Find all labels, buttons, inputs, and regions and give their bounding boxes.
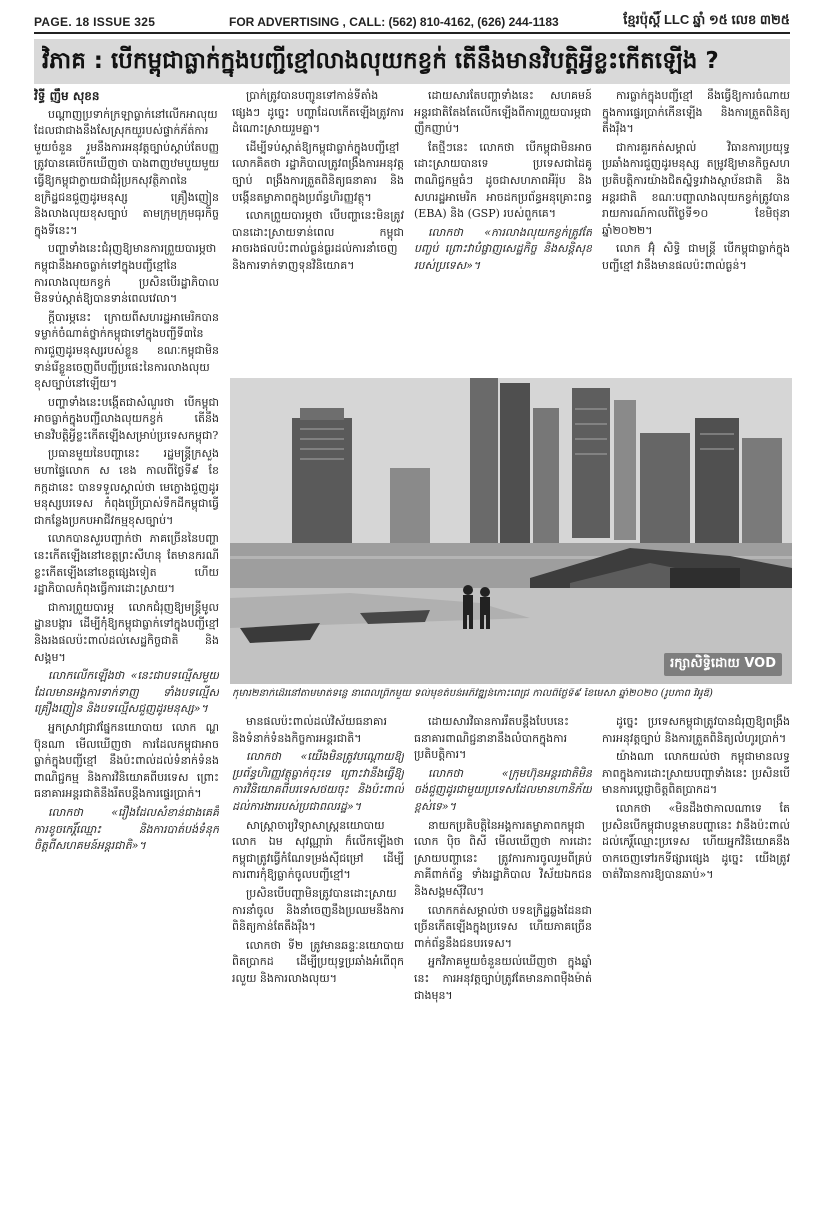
article-title: វិភាគ : បើកម្ពុជាធ្លាក់ក្នុងបញ្ជីខ្មៅលាងលុយកខ្វក់ តើនឹងមានវិបត្តិអ្វីខ្លះកើតឡើង ? [42,48,719,74]
paragraph: បញ្ហាទាំងនេះបង្កើតជាសំណួរថា បើកម្ពុជាអាចធ្លាក់ក្នុងបញ្ជីលាងលុយកខ្វក់ តើនឹងមានវិបត្តិអ្វីខ្លះកើតឡើងសម្រាប់ប្រទេសកម្ពុជា? [34,395,219,442]
advertising-contact: FOR ADVERTISING , CALL: (562) 810-4162, (626) 244-1183 [229,15,559,29]
paragraph: ដោយសារតែបញ្ហាទាំងនេះ សហគមន៍អន្តរជាតិតែងតែលើកឡើងពីការព្រួយបារម្ភជាញឹកញាប់។ [414,89,592,136]
column-2-bottom [232,714,404,1200]
paragraph: ប្រធានមួយនៃបញ្ហានេះ រដ្ឋមន្ត្រីក្រសួងមហាផ្ទៃលោក ស ខេង កាលពីថ្ងៃទី៩ ខែកក្កដានេះ បានទទួលស្គាល់ថា មេក្លោងជួញដូរមនុស្សបរទេស កំពុងប្រើប្រាស់ទឹកដីកម្ពុជាធ្វើជាកន្លែងប្រកបអាជីវកម្មខុសច្បាប់។ [34,447,219,527]
paragraph: លោកថា «មិនដឹងថាកាលណាទេ តែប្រសិនបើកម្ពុជាបន្តមានបញ្ហានេះ វានឹងប៉ះពាល់ដល់កេរ្តិ៍ឈ្មោះប្រទេស ហើយអ្នកវិនិយោគនឹងចាកចេញទៅរកទីផ្សារផ្សេង ដូច្នេះ យើងត្រូវចាត់វិធានការឱ្យបានឆាប់»។ [602,801,790,882]
paragraph: អ្នកស្រាវជ្រាវផ្នែកនយោបាយ លោក ណ្ហ ប៊ុនណា មើលឃើញថា ការដែលកម្ពុជាអាចធ្លាក់ក្នុងបញ្ជីខ្មៅ នឹងប៉ះពាល់ដល់ទំនាក់ទំនងពាណិជ្ជកម្ម និងការវិនិយោគពីបរទេស ព្រោះធនាគារអន្តរជាតិនឹងរឹតបន្តឹងការផ្ទេរប្រាក់។ [34,720,219,801]
column-1 [34,88,219,1198]
column-4-top [602,88,790,374]
paragraph: សាស្ត្រាចារ្យវិទ្យាសាស្ត្រនយោបាយ លោក ឯម សុវណ្ណារ៉ា ក៏លើកឡើងថា កម្ពុជាត្រូវធ្វើកំណែទម្រង់ស៊ីជម្រៅ ដើម្បីការពារកុំឱ្យធ្លាក់ចូលបញ្ជីខ្មៅ។ [232,818,404,882]
paragraph: ប្រសិនបើបញ្ហាមិនត្រូវបានដោះស្រាយ ការនាំចូល និងនាំចេញនឹងប្រឈមនឹងការពិនិត្យកាន់តែតឹងរ៉ឹង។ [232,886,404,934]
paragraph: លោកព្រួយបារម្ភថា បើបញ្ហានេះមិនត្រូវបានដោះស្រាយទាន់ពេល កម្ពុជាអាចរងផលប៉ះពាល់ធ្ងន់ធ្ងរដល់ការនាំចេញ និងការទាក់ទាញទុនវិនិយោគ។ [232,209,404,272]
page-header [34,12,790,34]
paragraph: ជាការគួរកត់សម្គាល់ វិធានការប្រយុទ្ធប្រឆាំងការជួញដូរមនុស្ស តម្រូវឱ្យមានកិច្ចសហប្រតិបត្តិការយ៉ាងជិតស្និទ្ធរវាងស្ថាប័នជាតិ និងអន្តរជាតិ ខណៈបញ្ហាលាងលុយកខ្វក់ត្រូវបានរាយការណ៍កាលពីថ្ងៃទី១០ ខែមិថុនា ឆ្នាំ២០២២។ [602,140,790,237]
paragraph: អ្នកវិភាគមួយចំនួនយល់ឃើញថា ក្នុងឆ្នាំនេះ ការអនុវត្តច្បាប់ត្រូវតែមានភាពម៉ឺងម៉ាត់ជាងមុន។ [414,955,592,1002]
paragraph: ប្រាក់ត្រូវបានបញ្ជូនទៅកាន់ទីតាំងផ្សេងៗ ដូច្នេះ បញ្ហាដែលកើតឡើងត្រូវការដំណោះស្រាយរួមគ្នា។ [232,89,404,136]
paragraph: លោកថា «យើងមិនត្រូវបណ្តោយឱ្យប្រព័ន្ធហិរញ្ញវត្ថុធ្លាក់ចុះទេ ព្រោះវានឹងធ្វើឱ្យការវិនិយោគពីបរទេសថយចុះ និងប៉ះពាល់ដល់ការងាររបស់ប្រជាពលរដ្ឋ»។ [232,750,404,813]
city-riverbank-image [230,378,792,684]
paragraph: ការធ្លាក់ក្នុងបញ្ជីខ្មៅ នឹងធ្វើឱ្យការចំណាយក្នុងការផ្ទេរប្រាក់កើនឡើង និងការត្រួតពិនិត្យតឹងរ៉ឹង។ [602,89,790,136]
page-issue: PAGE. 18 ISSUE 325 [34,15,156,29]
column-3-top [414,88,592,374]
masthead: ខ្មែរប៉ុស្ដិ៍ LLC ឆ្នាំ ១៥ លេខ ៣២៥ [623,12,790,27]
paragraph: តែថ្មីៗនេះ លោកថា បើកម្ពុជាមិនអាចដោះស្រាយបានទេ ប្រទេសជាដៃគូពាណិជ្ជកម្មធំៗ ដូចជាសហភាពអឺរ៉ុប និងសហរដ្ឋអាមេរិក អាចដកប្រព័ន្ធអនុគ្រោះពន្ធ (EBA) និង (GSP) របស់ពួកគេ។ [414,140,592,221]
article-photo [230,378,792,684]
paragraph: លោកកត់សម្គាល់ថា បទឧក្រិដ្ឋឆ្លងដែនជាច្រើនកើតឡើងក្នុងប្រទេស ហើយភាគច្រើនពាក់ព័ន្ធនឹងជនបរទេស។ [414,903,592,950]
paragraph: លោកបានសួរបញ្ជាក់ថា ភាគច្រើននៃបញ្ហានេះកើតឡើងនៅខេត្តព្រះសីហនុ តែមានករណីខ្លះកើតឡើងនៅខេត្តផ្សេងទៀត ហើយរដ្ឋាភិបាលកំពុងធ្វើការដោះស្រាយ។ [34,532,219,596]
paragraph: យ៉ាងណា លោកយល់ថា កម្ពុជាមានលទ្ធភាពក្នុងការដោះស្រាយបញ្ហាទាំងនេះ ប្រសិនបើមានការប្តេជ្ញាចិត្តពិតប្រាកដ។ [602,750,790,797]
paragraph: បញ្ហាទាំងនេះជំរុញឱ្យមានការព្រួយបារម្ភថា កម្ពុជានឹងអាចធ្លាក់ទៅក្នុងបញ្ជីខ្មៅនៃការលាងលុយកខ្វក់ ប្រសិនបើរដ្ឋាភិបាលមិនទប់ស្កាត់ឱ្យបានទាន់ពេលវេលា។ [34,242,219,306]
column-3-bottom [414,714,592,1200]
paragraph: លោក អ៊ុំ សិទ្ធិ ជាមន្ត្រី បើកម្ពុជាធ្លាក់ក្នុងបញ្ជីខ្មៅ វានឹងមានផលប៉ះពាល់ធ្ងន់។ [602,242,790,272]
column-4-bottom [602,714,790,1200]
paragraph: ក្តីបារម្ភនេះ ក្រោយពីសហរដ្ឋអាមេរិកបានទម្លាក់ចំណាត់ថ្នាក់កម្ពុជាទៅក្នុងបញ្ជីទី៣នៃការជួញដូរមនុស្សរបស់ខ្លួន ខណៈកម្ពុជាមិនទាន់រើខ្លួនចេញពីបញ្ជីប្រផេះនៃការលាងលុយខុសច្បាប់នៅឡើយ។ [34,310,219,391]
paragraph: ដោយសារវិធានការរឹតបន្តឹងបែបនេះ ធនាគារពាណិជ្ជនានានឹងលំបាកក្នុងការប្រតិបត្តិការ។ [414,715,569,762]
photo-caption: កុមារ២នាក់ដើរនៅតាមមាត់ទន្លេ នាពេលព្រឹកមួយ ទល់មុខតំបន់អភិវឌ្ឍន៍កោះពេជ្រ កាលពីថ្ងៃទី៩ ខែមេសា ឆ្នាំ២០២០ (រូបភាព វីអូឌី) [232,688,713,699]
paragraph: បណ្តាញប្រទាក់ក្រឡាធ្លាក់នៅលើកអាលុយដែលជាជាងនឹងសែស្រុកយួរបស់ផ្ទាក់ភ័ត់ការមួយចំនួន រួមនឹងការអនុវត្តច្បាប់ស្តាប់តែបញ្ញត្រូវបានគេបើកឃើញថា បាងពាញឋមបួយមួយធ្វើឱ្យកម្ពុជាក្លាយជាជំរុំប្រកសុវត្ថិភាពនៃឧក្រិដ្ឋជនជួញដូរមនុស្ស គ្រឿងញៀន និងលាងលុយខុសច្បាប់ តាមក្រុមក្រុមធុរកិច្ចក្នុងទីនេះ។ [34,107,219,237]
paragraph: ជាការព្រួយបារម្ភ លោកជំរុញឱ្យមន្ត្រីមូលដ្ឋានបង្ការ ដើម្បីកុំឱ្យកម្ពុជាធ្លាក់ទៅក្នុងបញ្ជីខ្មៅ និងរងផលប៉ះពាល់ដល់សេដ្ឋកិច្ចជាតិ និងសង្គម។ [34,600,219,664]
paragraph: នាយកប្រតិបត្តិនៃអង្គការតម្លាភាពកម្ពុជា លោក ប៉ិច ពិសី មើលឃើញថា ការដោះស្រាយបញ្ហានេះ ត្រូវការការចូលរួមពីគ្រប់ភាគីពាក់ព័ន្ធ ទាំងរដ្ឋាភិបាល វិស័យឯកជន និងសង្គមស៊ីវិល។ [414,818,592,898]
paragraph: មានផលប៉ះពាល់ដល់វិស័យធនាគារ និងទំនាក់ទំនងកិច្ចការអន្តរជាតិ។ [232,715,387,745]
paragraph: លោកថា «ក្រុមហ៊ុនអន្តរជាតិមិនចង់ជួញដូរជាមួយប្រទេសដែលមានហានិភ័យខ្ពស់ទេ»។ [414,766,592,813]
paragraph: ដូច្នេះ ប្រទេសកម្ពុជាត្រូវបានជំរុញឱ្យពង្រឹងការអនុវត្តច្បាប់ និងការត្រួតពិនិត្យលំហូរប្រាក់។ [602,715,790,745]
photo-credit: រក្សាសិទ្ធិដោយ VOD [664,653,782,676]
byline: វិទ្ធី ញឹម សុខន [34,89,100,103]
paragraph: លោកថា «រឿងដែលសំខាន់ជាងគេគឺការខូចកេរ្តិ៍ឈ្មោះ និងការបាត់បង់ទំនុកចិត្តពីសហគមន៍អន្តរជាតិ»។ [34,805,219,853]
paragraph: លោកថា «ការលាងលុយកខ្វក់ត្រូវតែបញ្ចប់ ព្រោះវាបំផ្លាញសេដ្ឋកិច្ច និងសន្តិសុខរបស់ប្រទេស»។ [414,225,592,272]
paragraph: លោកលើកឡើងថា «នេះជាបទល្មើសមួយដែលមានអង្គការទាក់ទាញ ទាំងបទល្មើសគ្រឿងញៀន និងបទល្មើសជួញដូរមនុស្ស»។ [34,669,219,716]
column-2-top [232,88,404,374]
title-bar [34,39,790,84]
paragraph: ដើម្បីទប់ស្កាត់ឱ្យកម្ពុជាធ្លាក់ក្នុងបញ្ជីខ្មៅ លោកគិតថា រដ្ឋាភិបាលត្រូវពង្រឹងការអនុវត្តច្បាប់ ពង្រឹងការត្រួតពិនិត្យធនាគារ និងបង្កើនតម្លាភាពក្នុងប្រព័ន្ធហិរញ្ញវត្ថុ។ [232,140,404,204]
paragraph: លោកថា ទី២ ត្រូវមានឆន្ទៈនយោបាយពិតប្រាកដ ដើម្បីប្រយុទ្ធប្រឆាំងអំពើពុករលួយ និងការលាងលុយ។ [232,938,404,985]
